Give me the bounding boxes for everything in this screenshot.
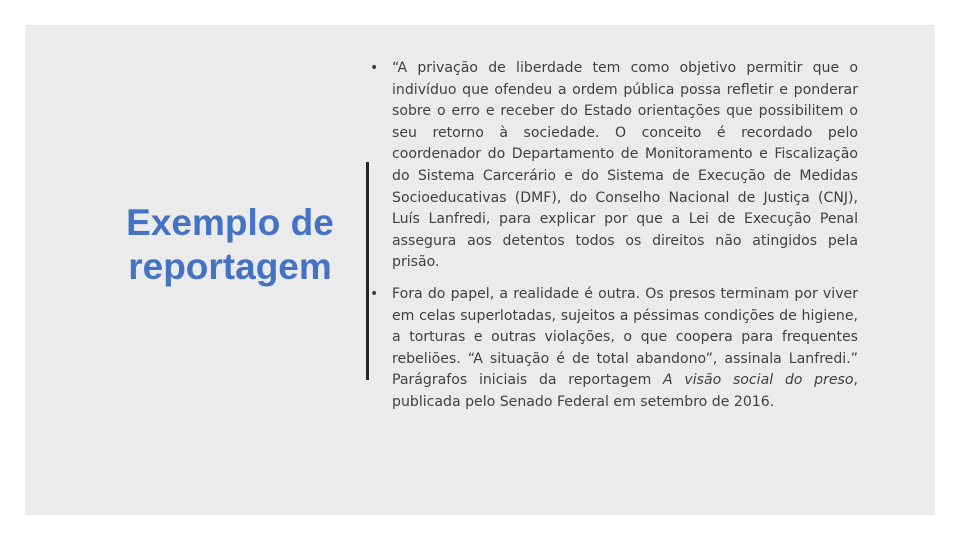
bullet-text: “A privação de liberdade tem como objetivo permitir que o indivíduo que ofendeu a ordem pública possa refletir e ponderar sobre o erro e receber do Estado orientações que possibilitem o seu retorno à sociedade. O conceito é recordado pelo coordenador do Departamento de Monitoramento e Fiscalização do Sistema Carcerário e do Sistema de Execução de Medidas Socioeducativas (DMF), do Conselho Nacional de Justiça (CNJ), Luís Lanfredi, para explicar por que a Lei de Execução Penal assegura aos detentos todos os direitos não atingidos pela prisão. bbox=[392, 60, 858, 271]
bullet-item bbox=[368, 58, 858, 274]
bullet-list bbox=[368, 58, 858, 424]
slide-title bbox=[80, 201, 380, 289]
bullet-text-start: Fora do papel, a realidade é outra. Os presos terminam por viver em celas superlotadas, sujeitos a péssimas condições de higiene, a torturas e outras violações, o que coopera para frequentes rebeliões. “A situação é de total abandono”, assinala Lanfredi.” Parágrafos iniciais da reportagem bbox=[392, 285, 858, 389]
bullet-marker: • bbox=[370, 60, 379, 76]
bullet-marker: • bbox=[370, 285, 379, 302]
slide-title-line-2: reportagem bbox=[128, 246, 332, 287]
article-title: A visão social do preso bbox=[663, 372, 854, 389]
bullet-item bbox=[368, 284, 858, 414]
slide-title-line-1: Exemplo de bbox=[126, 202, 334, 243]
bullet-text-end: , publicada pelo Senado Federal em setembro de 2016. bbox=[392, 372, 858, 410]
